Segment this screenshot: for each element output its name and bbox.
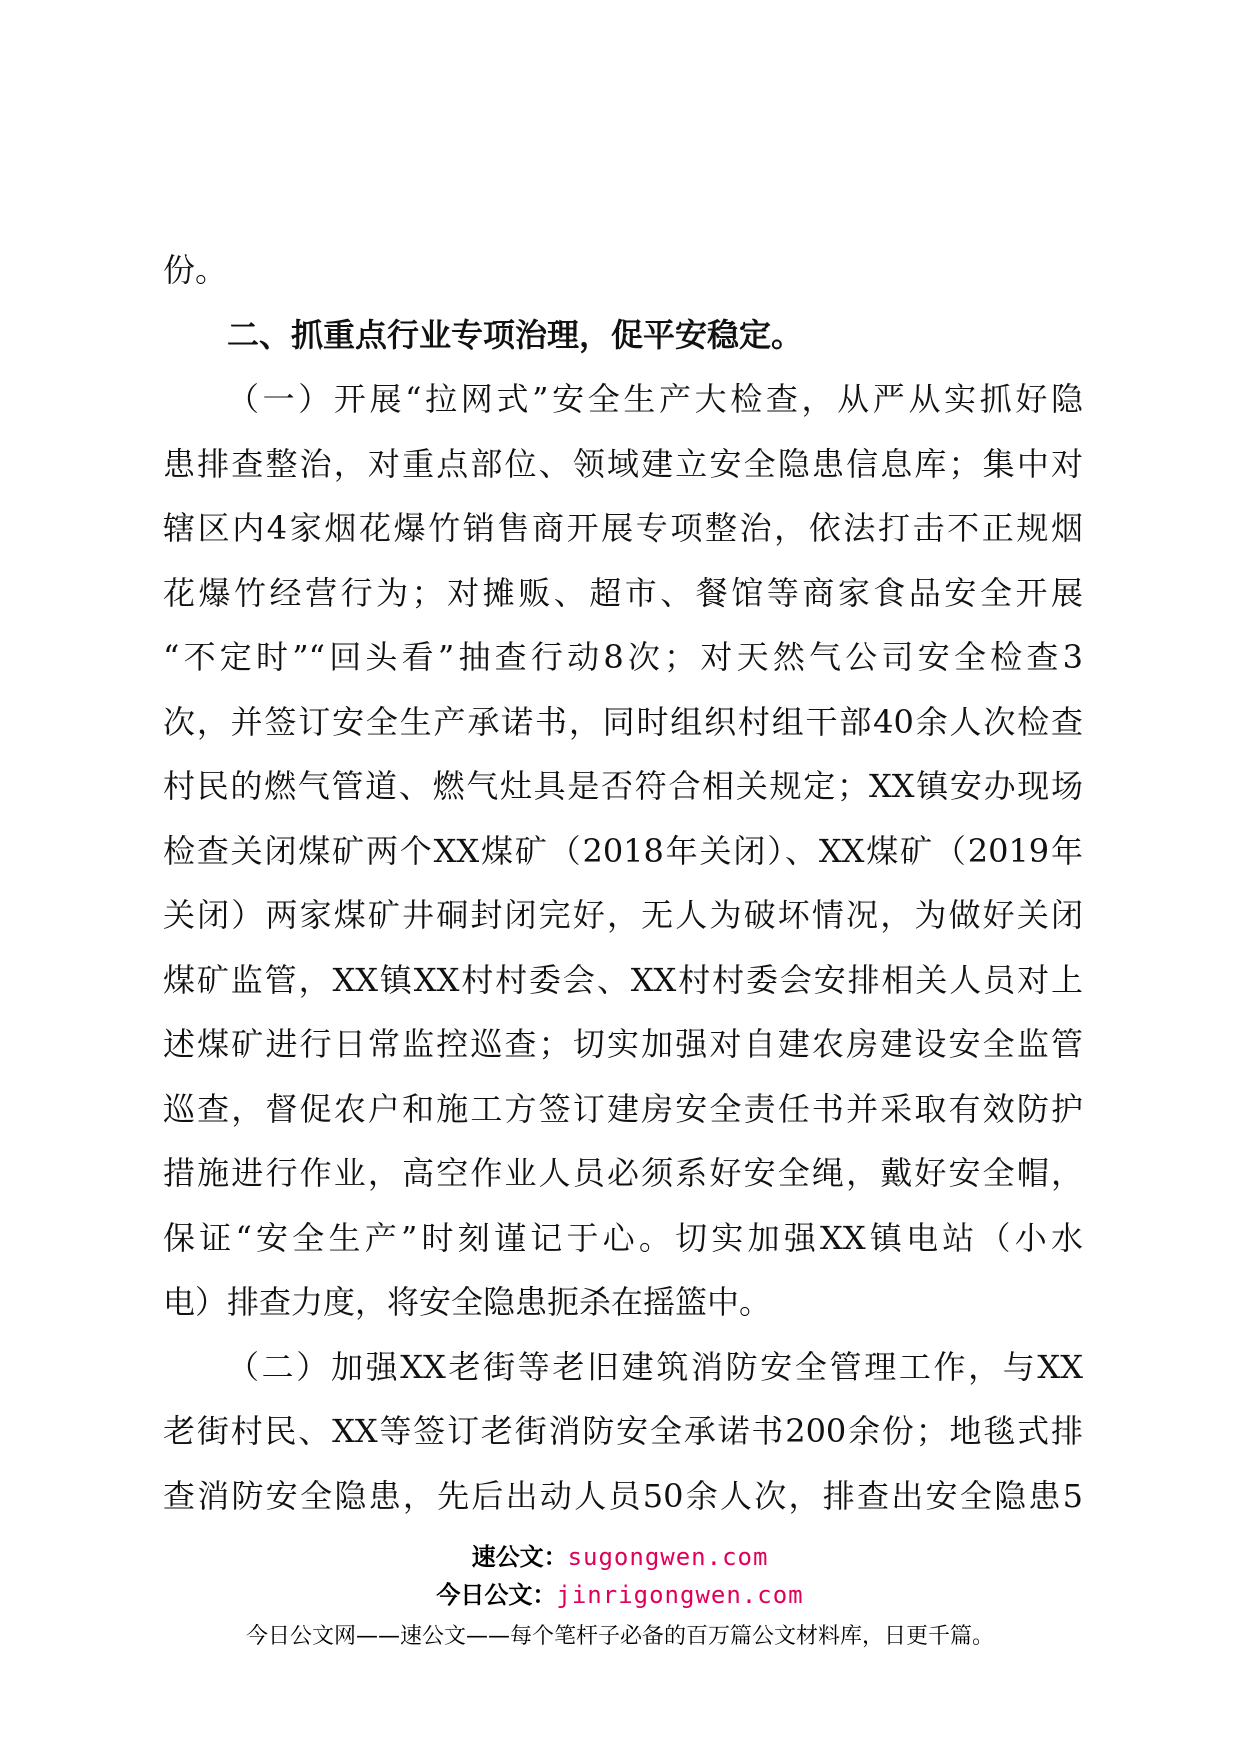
text-line: 关闭）两家煤矿井硐封闭完好，无人为破坏情况，为做好关闭 (163, 896, 1083, 934)
text-line: 患排查整治，对重点部位、领域建立安全隐患信息库；集中对 (163, 444, 1083, 483)
text-line: 电）排查力度，将安全隐患扼杀在摇篮中。 (163, 1283, 772, 1321)
text-line: 花爆竹经营行为；对摊贩、超市、餐馆等商家食品安全开展 (163, 573, 1083, 612)
footer-jinrigongwen-link[interactable]: jinrigongwen.com (556, 1581, 804, 1609)
text-line: “不定时”“回头看”抽查行动8次；对天然气公司安全检查3 (163, 638, 1083, 676)
text-line: （二）加强XX老街等老旧建筑消防安全管理工作，与XX (227, 1347, 1083, 1386)
section-heading: 二、抓重点行业专项治理，促平安稳定。 (227, 315, 804, 354)
text-line: 村民的燃气管道、燃气灶具是否符合相关规定；XX镇安办现场 (163, 767, 1083, 805)
footer-sugongwen-label: 速公文： (471, 1543, 568, 1571)
text-line: 次，并签订安全生产承诺书，同时组织村组干部40余人次检查 (163, 702, 1083, 741)
footer-sugongwen-link[interactable]: sugongwen.com (567, 1543, 769, 1571)
text-line: 查消防安全隐患，先后出动人员50余人次，排查出安全隐患5 (163, 1476, 1083, 1515)
text-line: 辖区内4家烟花爆竹销售商开展专项整治，依法打击不正规烟 (163, 509, 1083, 547)
text-line: 检查关闭煤矿两个XX煤矿（2018年关闭）、XX煤矿（2019年 (163, 831, 1083, 870)
text-line: 保证“安全生产”时刻谨记于心。切实加强XX镇电站（小水 (163, 1218, 1083, 1257)
footer (0, 1538, 1240, 1656)
text-line: 巡查，督促农户和施工方签订建房安全责任书并采取有效防护 (163, 1089, 1083, 1128)
footer-jinrigongwen (0, 1576, 1240, 1614)
text-line: 煤矿监管，XX镇XX村村委会、XX村村委会安排相关人员对上 (163, 960, 1083, 999)
text-line: 老街村民、XX等签订老街消防安全承诺书200余份；地毯式排 (163, 1412, 1083, 1450)
footer-jinrigongwen-label: 今日公文： (436, 1581, 557, 1609)
text-line: 措施进行作业，高空作业人员必须系好安全绳，戴好安全帽， (163, 1154, 1083, 1192)
text-line: 份。 (163, 251, 228, 289)
document-body (163, 238, 1083, 1528)
text-line: 述煤矿进行日常监控巡查；切实加强对自建农房建设安全监管 (163, 1025, 1083, 1063)
footer-slogan: 今日公文网——速公文——每个笔杆子必备的百万篇公文材料库，日更千篇。 (245, 1624, 994, 1649)
footer-sugongwen (0, 1538, 1240, 1576)
text-line: （一）开展“拉网式”安全生产大检查，从严从实抓好隐 (227, 380, 1083, 418)
